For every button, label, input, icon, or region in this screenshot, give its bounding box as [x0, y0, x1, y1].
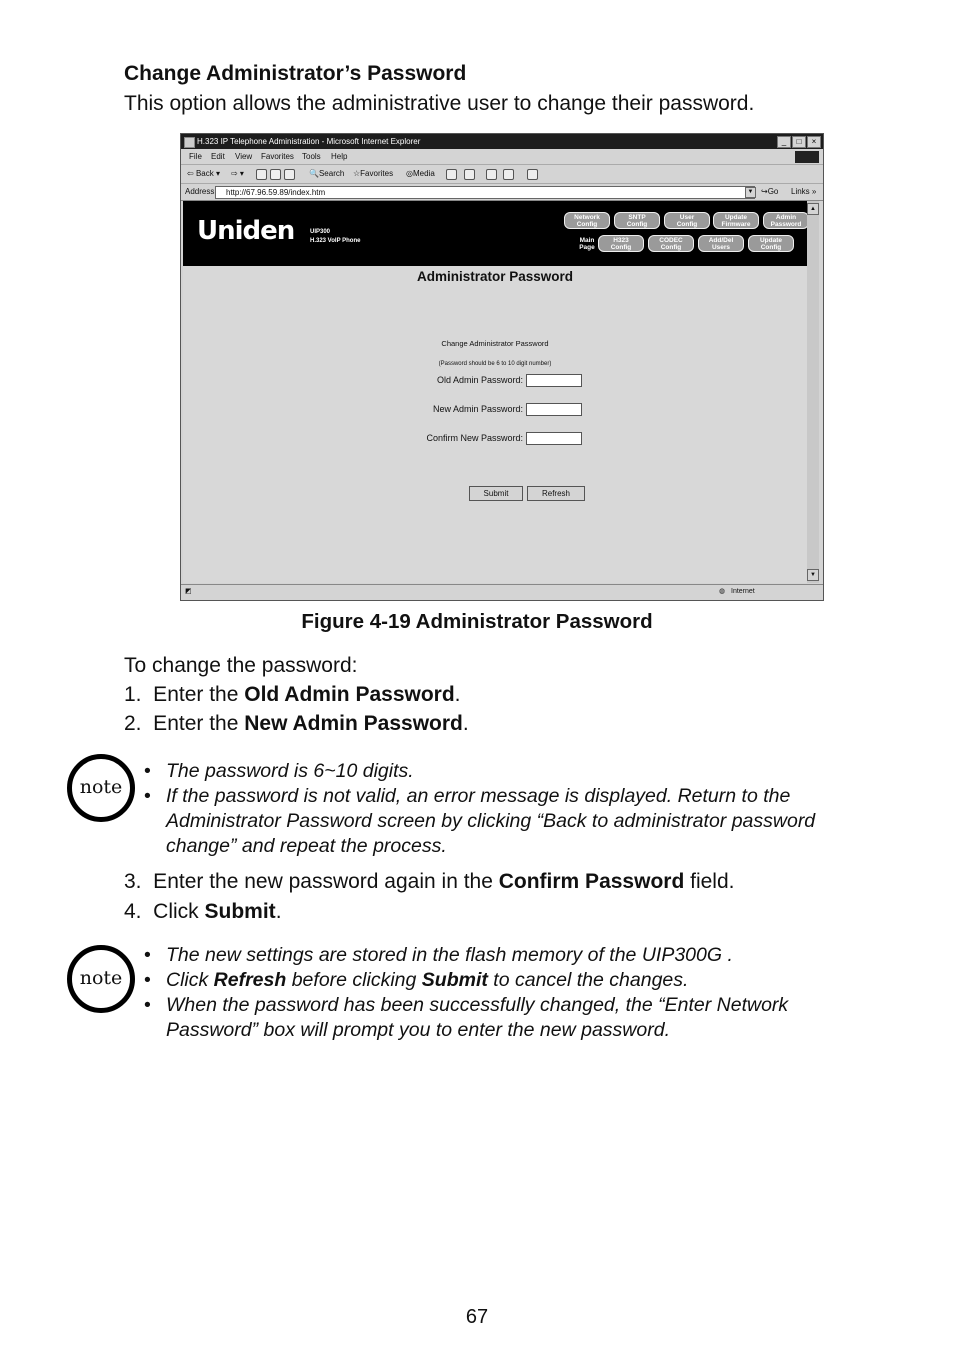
step-1-end: . [454, 683, 461, 706]
menu-tools[interactable]: Tools [302, 152, 321, 161]
nav-label-line1: Update [724, 214, 748, 221]
note2-b2-mid: before clicking [286, 969, 422, 991]
steps-lead: To change the password: [124, 654, 358, 677]
edit-icon[interactable] [503, 169, 514, 180]
form-heading: Change Administrator Password [441, 339, 549, 348]
search-label: Search [318, 169, 345, 178]
new-password-input[interactable] [526, 403, 582, 416]
internet-zone-icon: ◍ [719, 588, 726, 595]
media-button[interactable]: ◎Media [406, 169, 435, 178]
go-button[interactable]: ↪Go [761, 187, 779, 196]
note2-b2-refresh: Refresh [213, 969, 287, 991]
step-2 [124, 712, 469, 736]
nav-label-line2: Password [770, 221, 802, 228]
nav-network-config[interactable] [564, 212, 610, 229]
step-1-bold: Old Admin Password [244, 683, 455, 706]
nav-codec-config[interactable] [648, 235, 694, 252]
step-1 [124, 683, 461, 707]
step-3-end: field. [684, 870, 735, 893]
close-icon[interactable]: × [807, 136, 821, 148]
address-url: http://67.96.59.89/index.htm [226, 188, 326, 197]
page-number: 67 [465, 1306, 489, 1328]
note-label: note [79, 776, 123, 798]
go-label: Go [767, 187, 779, 196]
new-password-label: New Admin Password: [432, 404, 523, 414]
nav-update-config[interactable] [748, 235, 794, 252]
step-2-end: . [462, 712, 469, 735]
menu-edit[interactable]: Edit [211, 152, 225, 161]
model-name: UIP300 [310, 229, 331, 235]
menu-bar [181, 150, 823, 165]
address-bar [181, 184, 823, 201]
menu-view[interactable]: View [235, 152, 253, 161]
media-label: Media [412, 169, 435, 178]
nav-admin-password[interactable] [763, 212, 809, 229]
old-password-label: Old Admin Password: [436, 375, 523, 385]
vertical-scrollbar[interactable] [807, 201, 819, 583]
back-label: Back [195, 169, 214, 178]
browser-screenshot [180, 133, 824, 601]
nav-h323-config[interactable] [598, 235, 644, 252]
note-icon [67, 754, 135, 822]
nav-update-firmware[interactable] [713, 212, 759, 229]
nav-label-line1: Add/Del [708, 237, 734, 244]
step-4 [124, 900, 282, 924]
confirm-password-input[interactable] [526, 432, 582, 445]
old-password-input[interactable] [526, 374, 582, 387]
nav-label-line2: Config [626, 221, 648, 228]
uniden-logo: Uniden [197, 216, 295, 246]
ie-icon [184, 137, 195, 148]
figure-caption: Figure 4-19 Administrator Password [301, 610, 653, 633]
page-heading: Administrator Password [416, 269, 574, 284]
refresh-icon[interactable] [270, 169, 281, 180]
note2-b2-submit: Submit [421, 969, 488, 991]
note-icon [67, 945, 135, 1013]
nav-label-line1: CODEC [659, 237, 683, 244]
nav-label-line2: Firmware [721, 221, 751, 228]
stop-icon[interactable] [256, 169, 267, 180]
step-4-bold: Submit [204, 900, 276, 923]
nav-label-line1: Network [574, 214, 600, 221]
windows-logo-icon [795, 151, 819, 163]
step-3-text: 3. Enter the new password again in the [124, 870, 499, 893]
home-icon[interactable] [284, 169, 295, 180]
mail-icon[interactable] [464, 169, 475, 180]
print-icon[interactable] [486, 169, 497, 180]
step-2-text: 2. Enter the [124, 712, 245, 735]
history-icon[interactable] [446, 169, 457, 180]
note2-bullet2-text [166, 968, 866, 993]
nav-label-line1: Update [759, 237, 783, 244]
forward-button[interactable]: ⇨ ▾ [231, 169, 244, 178]
page-status-icon: ◩ [185, 588, 192, 595]
model-info [310, 228, 360, 246]
section-title: Change Administrator’s Password [124, 62, 467, 85]
note-label: note [79, 967, 123, 989]
menu-favorites[interactable]: Favorites [261, 152, 294, 161]
nav-label-line1: SNTP [628, 214, 646, 221]
submit-button[interactable]: Submit [469, 486, 523, 501]
page-viewport [183, 201, 807, 583]
address-input[interactable] [215, 186, 755, 199]
favorites-label: Favorites [360, 169, 394, 178]
nav-label-line2: Config [760, 244, 782, 251]
note2-bullet1-text: The new settings are stored in the flash memory of the UIP300G . [166, 944, 733, 966]
model-subtitle: H.323 VoIP Phone [310, 238, 361, 244]
internet-zone-label: Internet [731, 588, 755, 595]
status-bar [181, 584, 823, 599]
address-dropdown-icon[interactable]: ▼ [745, 187, 756, 198]
confirm-password-label: Confirm New Password: [426, 433, 523, 443]
step-1-text: 1. Enter the [124, 683, 245, 706]
refresh-button[interactable]: Refresh [527, 486, 585, 501]
note2-bullet3-text: When the password has been successfully changed, the “Enter Network Password” box will prompt you to enter the new password. [166, 994, 789, 1041]
discuss-icon[interactable] [527, 169, 538, 180]
nav-sntp-config[interactable] [614, 212, 660, 229]
browser-title: H.323 IP Telephone Administration - Microsoft Internet Explorer [197, 137, 421, 146]
browser-toolbar [181, 165, 823, 184]
nav-label-line1: Admin [775, 214, 797, 221]
nav-label-line2: Users [711, 244, 731, 251]
nav-add-del-users[interactable] [698, 235, 744, 252]
scroll-up-icon[interactable]: ▲ [807, 203, 819, 215]
note1-bullet2-text: If the password is not valid, an error message is displayed. Return to the Administrator Password screen by clicking “Back to administrator password change” and repeat the process. [166, 785, 816, 857]
section-intro: This option allows the administrative user to change their password. [124, 92, 755, 115]
nav-label-line2: Config [576, 221, 598, 228]
note1-bullet1-text: The password is 6~10 digits. [166, 760, 414, 782]
step-2-bold: New Admin Password [244, 712, 463, 735]
nav-user-config[interactable] [664, 212, 710, 229]
nav-label-line1: H323 [613, 237, 629, 244]
step-3 [124, 870, 734, 894]
minimize-icon[interactable]: _ [777, 136, 791, 148]
note2-b2-post: to cancel the changes. [487, 969, 689, 991]
menu-file[interactable]: File [189, 152, 202, 161]
nav-label-line1: Main [579, 237, 595, 244]
nav-label-line2: Config [660, 244, 682, 251]
step-4-end: . [275, 900, 282, 923]
step-4-text: 4. Click [124, 900, 205, 923]
nav-label-line2: Config [676, 221, 698, 228]
note2-b2-pre: Click [166, 969, 214, 991]
nav-label-line2: Page [579, 244, 595, 251]
back-button[interactable]: ⇦ Back ▾ [187, 169, 220, 178]
links-button[interactable]: Links » [791, 187, 817, 196]
favorites-button[interactable]: ☆Favorites [353, 169, 394, 178]
nav-label-line1: User [679, 214, 695, 221]
links-label: Links [791, 187, 810, 196]
password-hint: (Password should be 6 to 10 digit number) [438, 361, 552, 367]
browser-title-bar [181, 134, 823, 149]
menu-help[interactable]: Help [331, 152, 348, 161]
uniden-banner [183, 201, 807, 266]
scroll-down-icon[interactable]: ▼ [807, 569, 819, 581]
address-label: Address [185, 187, 215, 196]
step-3-bold: Confirm Password [498, 870, 685, 893]
search-button[interactable]: 🔍Search [309, 169, 345, 178]
maximize-icon[interactable]: □ [792, 136, 806, 148]
nav-label-line2: Config [610, 244, 632, 251]
